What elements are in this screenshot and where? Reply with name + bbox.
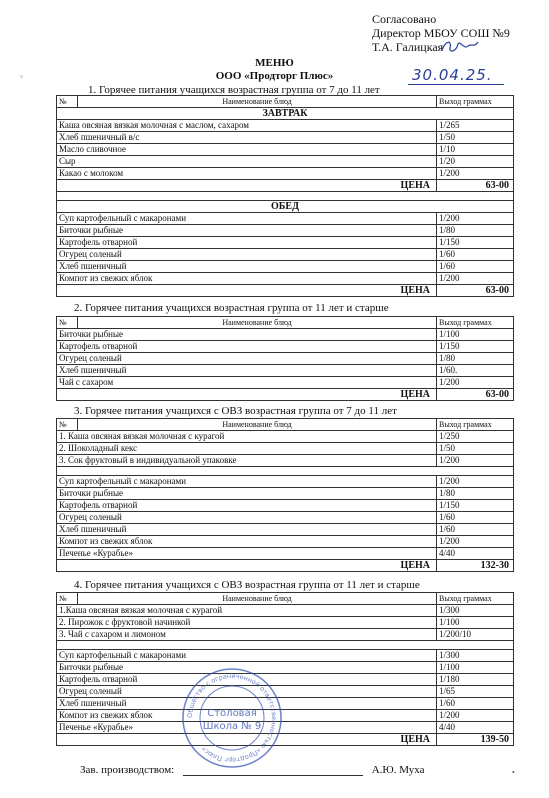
dish-yield: 1/60: [437, 512, 514, 524]
menu-table-1: [56, 95, 514, 297]
section-2-heading: 2. Горячее питания учащихся возрастная группа от 11 лет и старше: [74, 302, 389, 314]
dish-name: Хлеб пшеничный: [57, 698, 437, 710]
price-value: 63-00: [437, 285, 514, 297]
blank-row: [57, 641, 514, 650]
dish-name: Масло сливочное: [57, 144, 437, 156]
table-row: [57, 365, 514, 377]
price-row: [57, 389, 514, 401]
table-row: [57, 617, 514, 629]
column-header-yield: Выход граммах: [437, 419, 514, 431]
dish-name: Каша овсяная вязкая молочная с маслом, сахаром: [57, 120, 437, 132]
table-row: [57, 722, 514, 734]
column-header-name: Наименование блюд: [78, 419, 437, 431]
table-header-row: [57, 317, 514, 329]
dish-name: Хлеб пшеничный: [57, 365, 437, 377]
price-row: [57, 734, 514, 746]
handwritten-date: 30.04.25.: [412, 66, 493, 84]
price-label: ЦЕНА: [57, 560, 437, 572]
table-row: [57, 237, 514, 249]
table-row: [57, 650, 514, 662]
dish-name: 1.Каша овсяная вязкая молочная с курагой: [57, 605, 437, 617]
blank-row: [57, 192, 514, 201]
scan-mark: ◦: [20, 72, 23, 81]
approval-line-2: Директор МБОУ СОШ №9: [372, 26, 510, 40]
menu-table-3: [56, 418, 514, 572]
table-header-row: [57, 593, 514, 605]
blank-cell: [57, 641, 514, 650]
date-underline: [408, 84, 504, 85]
table-row: [57, 377, 514, 389]
column-header-yield: Выход граммах: [437, 593, 514, 605]
dish-yield: 1/60: [437, 261, 514, 273]
dish-yield: 1/265: [437, 120, 514, 132]
column-header-yield: Выход граммах: [437, 96, 514, 108]
dish-yield: 1/200: [437, 273, 514, 285]
price-value: 139-50: [437, 734, 514, 746]
blank-row: [57, 467, 514, 476]
director-signature: [440, 38, 480, 56]
dish-yield: 1/60: [437, 524, 514, 536]
dish-yield: 1/250: [437, 431, 514, 443]
dish-yield: 1/65: [437, 686, 514, 698]
blank-cell: [57, 192, 514, 201]
table-row: [57, 443, 514, 455]
table-header-row: [57, 96, 514, 108]
meal-label: ЗАВТРАК: [57, 108, 514, 120]
dish-name: Биточки рыбные: [57, 329, 437, 341]
meal-banner-row: [57, 108, 514, 120]
dish-yield: 1/180: [437, 674, 514, 686]
price-label: ЦЕНА: [57, 734, 437, 746]
dish-yield: 1/200: [437, 476, 514, 488]
table-header-row: [57, 419, 514, 431]
dish-yield: 1/200/10: [437, 629, 514, 641]
dish-name: 2. Пирожок с фруктовой начинкой: [57, 617, 437, 629]
dish-yield: 1/200: [437, 536, 514, 548]
price-value: 132-30: [437, 560, 514, 572]
table-row: [57, 120, 514, 132]
approval-line-1: Согласовано: [372, 12, 437, 26]
dish-yield: 1/200: [437, 213, 514, 225]
dish-yield: 1/50: [437, 443, 514, 455]
dish-yield: 1/100: [437, 617, 514, 629]
table-row: [57, 476, 514, 488]
column-header-name: Наименование блюд: [78, 96, 437, 108]
dish-yield: 1/60: [437, 698, 514, 710]
dish-yield: 1/100: [437, 329, 514, 341]
dish-name: Огурец соленый: [57, 686, 437, 698]
price-value: 63-00: [437, 180, 514, 192]
table-row: [57, 500, 514, 512]
table-row: [57, 674, 514, 686]
approval-line-3: Т.А. Галицкая: [372, 40, 444, 54]
dish-yield: 1/300: [437, 650, 514, 662]
dish-name: 3. Чай с сахаром и лимоном: [57, 629, 437, 641]
dish-name: Суп картофельный с макаронами: [57, 650, 437, 662]
dish-name: Хлеб пшеничный: [57, 524, 437, 536]
dish-yield: 4/40: [437, 722, 514, 734]
footer-signature: [80, 764, 424, 776]
blank-cell: [57, 467, 514, 476]
table-row: [57, 629, 514, 641]
dish-name: Картофель отварной: [57, 341, 437, 353]
dish-name: Картофель отварной: [57, 674, 437, 686]
price-value: 63-00: [437, 389, 514, 401]
table-row: [57, 329, 514, 341]
meal-banner-row: [57, 201, 514, 213]
column-header-number: №: [57, 593, 78, 605]
dish-name: Компот из свежих яблок: [57, 273, 437, 285]
dish-name: Печенье «Курабье»: [57, 722, 437, 734]
company-stamp: [180, 666, 284, 770]
table-row: [57, 548, 514, 560]
dish-name: Суп картофельный с макаронами: [57, 476, 437, 488]
price-row: [57, 560, 514, 572]
table-row: [57, 662, 514, 674]
dish-name: Хлеб пшеничный в/с: [57, 132, 437, 144]
column-header-name: Наименование блюд: [78, 317, 437, 329]
dish-name: Какао с молоком: [57, 168, 437, 180]
table-row: [57, 698, 514, 710]
section-3-heading: 3. Горячее питания учащихся с ОВЗ возрастная группа от 7 до 11 лет: [74, 405, 397, 417]
dish-name: Огурец соленый: [57, 512, 437, 524]
dish-yield: 1/100: [437, 662, 514, 674]
dish-yield: 1/150: [437, 237, 514, 249]
column-header-number: №: [57, 317, 78, 329]
footer-label: Зав. производством:: [80, 764, 175, 776]
dish-yield: 1/300: [437, 605, 514, 617]
dish-name: Биточки рыбные: [57, 662, 437, 674]
section-1-heading: 1. Горячее питания учащихся возрастная группа от 7 до 11 лет: [88, 84, 380, 96]
dish-name: Огурец соленый: [57, 249, 437, 261]
dish-yield: 4/40: [437, 548, 514, 560]
table-row: [57, 455, 514, 467]
price-row: [57, 180, 514, 192]
table-row: [57, 353, 514, 365]
dish-yield: 1/200: [437, 168, 514, 180]
dish-yield: 1/20: [437, 156, 514, 168]
column-header-name: Наименование блюд: [78, 593, 437, 605]
dish-yield: 1/80: [437, 353, 514, 365]
dish-name: Биточки рыбные: [57, 488, 437, 500]
scan-mark: •: [512, 768, 515, 777]
table-row: [57, 156, 514, 168]
dish-name: Биточки рыбные: [57, 225, 437, 237]
table-row: [57, 168, 514, 180]
dish-name: Чай с сахаром: [57, 377, 437, 389]
signature-line: [183, 775, 363, 776]
stamp-center-line-1: Столовая: [207, 708, 257, 719]
company-name: ООО «Продторг Плюс»: [215, 70, 334, 82]
table-row: [57, 249, 514, 261]
price-row: [57, 285, 514, 297]
table-row: [57, 132, 514, 144]
dish-yield: 1/60: [437, 249, 514, 261]
table-row: [57, 536, 514, 548]
dish-name: Сыр: [57, 156, 437, 168]
section-4-heading: 4. Горячее питания учащихся с ОВЗ возрастная группа от 11 лет и старше: [74, 579, 420, 591]
table-row: [57, 710, 514, 722]
dish-name: Суп картофельный с макаронами: [57, 213, 437, 225]
table-row: [57, 512, 514, 524]
dish-yield: 1/50: [437, 132, 514, 144]
dish-name: Хлеб пшеничный: [57, 261, 437, 273]
column-header-number: №: [57, 419, 78, 431]
dish-yield: 1/60.: [437, 365, 514, 377]
dish-name: Картофель отварной: [57, 500, 437, 512]
table-row: [57, 605, 514, 617]
dish-name: 3. Сок фруктовый в индивидуальной упаковке: [57, 455, 437, 467]
dish-name: Компот из свежих яблок: [57, 710, 437, 722]
dish-yield: 1/150: [437, 341, 514, 353]
table-row: [57, 273, 514, 285]
footer-name: А.Ю. Муха: [371, 764, 425, 776]
table-row: [57, 261, 514, 273]
table-row: [57, 686, 514, 698]
column-header-number: №: [57, 96, 78, 108]
table-row: [57, 341, 514, 353]
dish-yield: 1/200: [437, 377, 514, 389]
dish-name: Компот из свежих яблок: [57, 536, 437, 548]
table-row: [57, 225, 514, 237]
dish-name: Печенье «Курабье»: [57, 548, 437, 560]
dish-yield: 1/200: [437, 455, 514, 467]
price-label: ЦЕНА: [57, 180, 437, 192]
meal-label: ОБЕД: [57, 201, 514, 213]
dish-yield: 1/80: [437, 225, 514, 237]
price-label: ЦЕНА: [57, 285, 437, 297]
table-row: [57, 431, 514, 443]
menu-table-4: [56, 592, 514, 746]
table-row: [57, 488, 514, 500]
dish-yield: 1/80: [437, 488, 514, 500]
dish-name: Огурец соленый: [57, 353, 437, 365]
dish-yield: 1/200: [437, 710, 514, 722]
table-row: [57, 144, 514, 156]
menu-table-2: [56, 316, 514, 401]
table-row: [57, 524, 514, 536]
menu-title: МЕНЮ: [255, 57, 294, 69]
dish-name: Картофель отварной: [57, 237, 437, 249]
table-row: [57, 213, 514, 225]
stamp-ring-text: Общество с ограниченной ответственностью «Продторг Плюс»: [185, 671, 279, 765]
dish-yield: 1/10: [437, 144, 514, 156]
column-header-yield: Выход граммах: [437, 317, 514, 329]
dish-yield: 1/150: [437, 500, 514, 512]
dish-name: 1. Каша овсяная вязкая молочная с курагой: [57, 431, 437, 443]
dish-name: 2. Шоколадный кекс: [57, 443, 437, 455]
stamp-center-line-2: Школа № 9: [202, 721, 262, 732]
price-label: ЦЕНА: [57, 389, 437, 401]
